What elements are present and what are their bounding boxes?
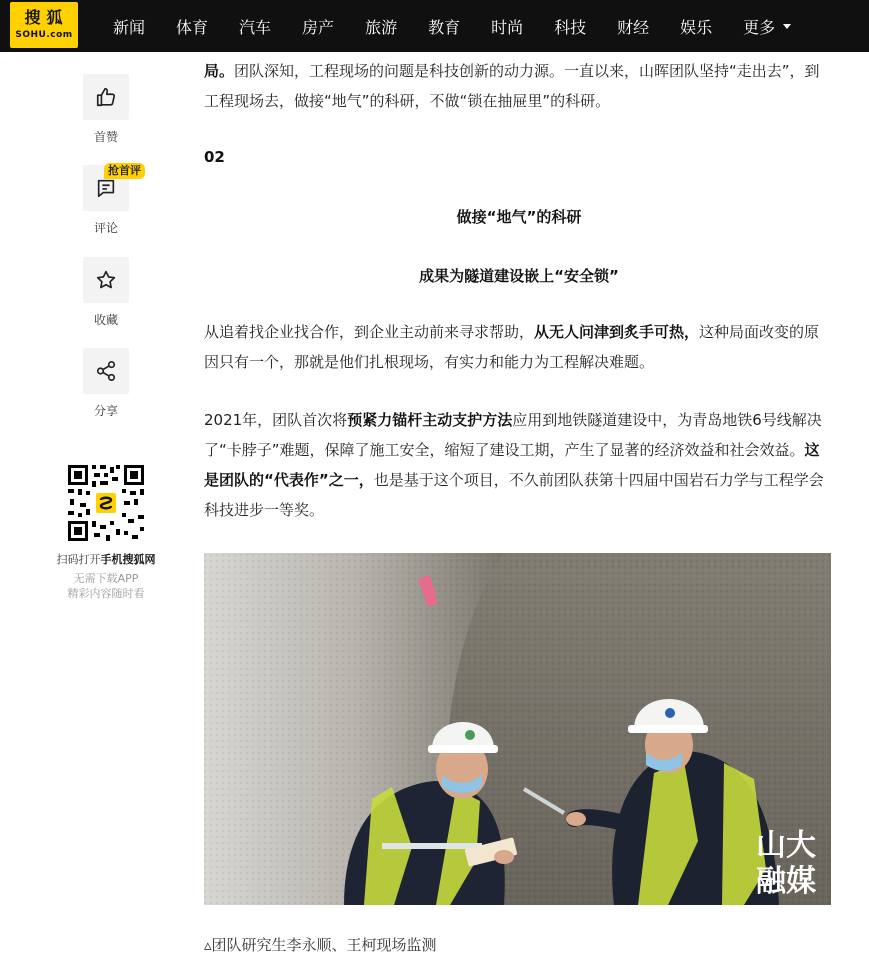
qr-strong-text: 手机搜狐网 (100, 553, 156, 566)
share-icon (95, 360, 117, 382)
section-heading-1: 做接“地气”的科研 (456, 208, 582, 226)
favorite-button[interactable] (83, 257, 129, 303)
nav-item-auto[interactable]: 汽车 (239, 17, 272, 37)
photo-watermark-top: 山大 (756, 828, 816, 863)
qr-prefix: 扫码打开 (56, 553, 101, 566)
qr-code-image (66, 463, 146, 543)
paragraph-3-bold-1: 预紧力锚杆主动支护方法 (347, 411, 513, 429)
paragraph-2-bold: 从无人问津到炙手可热， (534, 323, 700, 341)
paragraph-3 (204, 405, 834, 525)
logo-text-cn: 搜狐 (24, 8, 69, 27)
share-button[interactable] (83, 348, 129, 394)
favorite-action[interactable] (83, 257, 129, 328)
nav-item-travel[interactable]: 旅游 (365, 17, 398, 37)
section-number: 02 (204, 148, 225, 166)
sohu-logo[interactable] (10, 2, 78, 48)
nav-more-menu[interactable] (743, 15, 791, 38)
photo-watermark-bottom: 融媒 (756, 864, 816, 899)
paragraph-1-bold: 局。 (204, 62, 235, 80)
comment-first-badge: 抢首评 (104, 163, 145, 179)
share-action[interactable] (83, 348, 129, 419)
like-button[interactable] (83, 74, 129, 120)
paragraph-2-text-c: 这种局面改变的原因只有一个，那就是他们扎根现场，有实力和能力为工程解决难题。 (204, 323, 820, 371)
top-nav-bar (0, 0, 869, 52)
qr-sub-line-2: 精彩内容随时看 (67, 587, 145, 600)
main-nav (113, 0, 822, 52)
caret-down-icon (783, 24, 791, 29)
paragraph-3-bold-2: 这是团队的“代表作”之一， (204, 441, 820, 489)
nav-item-sports[interactable]: 体育 (176, 17, 209, 37)
comment-icon (95, 177, 117, 199)
like-action[interactable] (83, 74, 129, 145)
nav-more-label: 更多 (743, 17, 776, 37)
article-body (204, 56, 834, 116)
star-icon (95, 269, 117, 291)
comment-action[interactable] (83, 164, 141, 236)
tunnel-scene-illustration (204, 553, 831, 905)
nav-item-education[interactable]: 教育 (428, 17, 461, 37)
paragraph-3-text-a: 2021年，团队首次将 (204, 411, 348, 429)
nav-item-entertainment[interactable]: 娱乐 (680, 17, 713, 37)
paragraph-1-text: 团队深知，工程现场的问题是科技创新的动力源。一直以来，山晖团队坚持“走出去”，到工程现场去，做接“地气”的科研，不做“锁在抽屉里”的科研。 (204, 62, 820, 110)
logo-text-en: SOHU.com (15, 30, 73, 40)
nav-item-news[interactable]: 新闻 (113, 17, 146, 37)
photo-caption: ▵团队研究生李永顺、王柯现场监测 (204, 936, 437, 954)
like-label: 首赞 (93, 130, 118, 144)
paragraph-3-text-c: 也是基于这个项目，不久前团队获第十四届中国岩石力学与工程学会科技进步一等奖。 (204, 471, 824, 519)
favorite-label: 收藏 (93, 313, 118, 327)
paragraph-2 (204, 317, 834, 377)
qr-main-text (40, 551, 172, 567)
paragraph-3-text-b: 应用到地铁隧道建设中，为青岛地铁6号线解决了“卡脖子”难题，保障了施工安全，缩短了建设工期，产生了显著的经济效益和社会效益。 (204, 411, 822, 459)
thumbs-up-icon (95, 86, 117, 108)
qr-sub-line-1: 无需下载APP (73, 572, 139, 585)
section-heading-2: 成果为隧道建设嵌上“安全锁” (419, 267, 619, 285)
comment-label: 评论 (93, 221, 118, 235)
paragraph-2-text-a: 从追着找企业找合作，到企业主动前来寻求帮助， (204, 323, 535, 341)
nav-item-fashion[interactable]: 时尚 (491, 17, 524, 37)
paragraph-1 (204, 56, 834, 116)
article-photo (204, 553, 831, 905)
nav-item-house[interactable]: 房产 (302, 17, 335, 37)
share-label: 分享 (93, 404, 118, 418)
comment-button[interactable] (83, 164, 141, 211)
qr-promo (40, 463, 172, 601)
nav-item-finance[interactable]: 财经 (617, 17, 650, 37)
nav-item-tech[interactable]: 科技 (554, 17, 587, 37)
